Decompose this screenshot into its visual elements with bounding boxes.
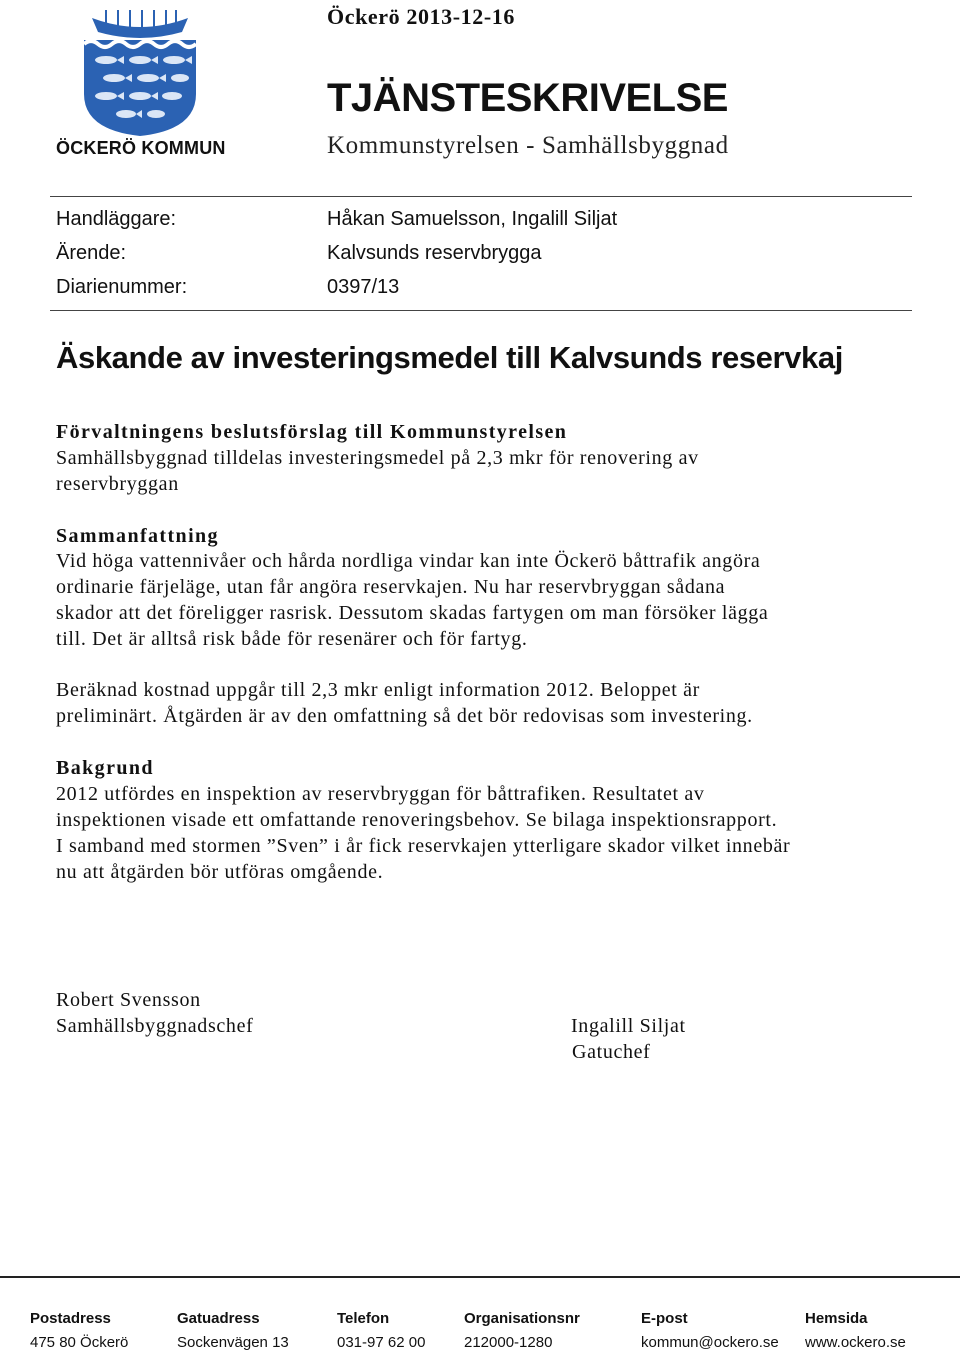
- footer-label: Telefon: [337, 1310, 390, 1327]
- footer-label: Organisationsnr: [464, 1310, 580, 1327]
- footer-website-link[interactable]: www.ockero.se: [805, 1334, 906, 1351]
- footer-value: 475 80 Öckerö: [30, 1334, 129, 1351]
- meta-label: Diarienummer:: [56, 276, 188, 298]
- department-subtitle: Kommunstyrelsen - Samhällsbyggnad: [327, 132, 729, 159]
- meta-value: 0397/13: [327, 276, 400, 298]
- footer-value: 212000-1280: [464, 1334, 553, 1351]
- document-date: Öckerö 2013-12-16: [327, 4, 515, 29]
- signature-left-title: Samhällsbyggnadschef: [56, 1015, 254, 1037]
- footer-email-link[interactable]: kommun@ockero.se: [641, 1334, 779, 1351]
- signature-right-title: Gatuchef: [572, 1041, 651, 1063]
- footer-value: Sockenvägen 13: [177, 1334, 289, 1351]
- coat-of-arms-logo: [56, 2, 226, 160]
- paragraph-line: Samhällsbyggnad tilldelas investeringsmedel på 2,3 mkr för renovering av: [56, 447, 699, 469]
- logo-wordmark: ÖCKERÖ KOMMUN: [56, 138, 226, 158]
- paragraph-line: ordinarie färjeläge, utan får angöra reservkajen. Nu har reservbryggan sådana: [56, 576, 726, 598]
- paragraph-line: skador att det föreligger rasrisk. Dessutom skadas fartygen om man försöker lägga: [56, 602, 769, 624]
- paragraph-line: Beräknad kostnad uppgår till 2,3 mkr enligt information 2012. Beloppet är: [56, 679, 700, 701]
- paragraph-line: till. Det är alltså risk både för resenärer och för fartyg.: [56, 628, 528, 650]
- signature-right-name: Ingalill Siljat: [571, 1015, 686, 1037]
- document-type-heading: TJÄNSTESKRIVELSE: [327, 76, 728, 120]
- meta-value: Kalvsunds reservbrygga: [327, 242, 542, 264]
- footer-telefon: [337, 1310, 425, 1351]
- footer-organisationsnr: [464, 1310, 580, 1351]
- signature-left-name: Robert Svensson: [56, 989, 201, 1011]
- footer-label: E-post: [641, 1310, 688, 1327]
- paragraph-line: inspektionen visade ett omfattande renoveringsbehov. Se bilaga inspektionsrapport.: [56, 809, 778, 831]
- footer-value: 031-97 62 00: [337, 1334, 426, 1351]
- paragraph-line: I samband med stormen ”Sven” i år fick reservkajen ytterligare skador vilket innebär: [56, 835, 791, 857]
- page-title: Äskande av investeringsmedel till Kalvsunds reservkaj: [56, 340, 843, 375]
- paragraph-line: 2012 utfördes en inspektion av reservbryggan för båttrafiken. Resultatet av: [56, 783, 705, 805]
- meta-divider: [50, 310, 912, 311]
- section-heading-forslag: Förvaltningens beslutsförslag till Kommunstyrelsen: [56, 421, 568, 443]
- paragraph-line: Vid höga vattennivåer och hårda nordliga vindar kan inte Öckerö båttrafik angöra: [56, 550, 761, 572]
- footer-label: Postadress: [30, 1310, 111, 1327]
- meta-value: Håkan Samuelsson, Ingalill Siljat: [327, 208, 618, 230]
- section-heading-bakgrund: Bakgrund: [56, 757, 154, 779]
- meta-label: Ärende:: [56, 242, 127, 264]
- footer-hemsida: [805, 1310, 906, 1351]
- header-divider: [50, 196, 912, 197]
- footer-postadress: [30, 1310, 128, 1351]
- section-heading-sammanfattning: Sammanfattning: [56, 525, 219, 547]
- paragraph-line: preliminärt. Åtgärden är av den omfattning så det bör redovisas som investering.: [56, 705, 753, 727]
- meta-label: Handläggare:: [56, 208, 177, 230]
- footer-label: Hemsida: [805, 1310, 868, 1327]
- footer-epost: [641, 1310, 779, 1351]
- footer-gatuadress: [177, 1310, 289, 1351]
- footer-label: Gatuadress: [177, 1310, 260, 1327]
- paragraph-line: nu att åtgärden bör utföras omgående.: [56, 861, 384, 883]
- footer-divider: [0, 1276, 960, 1278]
- paragraph-line: reservbryggan: [56, 473, 179, 495]
